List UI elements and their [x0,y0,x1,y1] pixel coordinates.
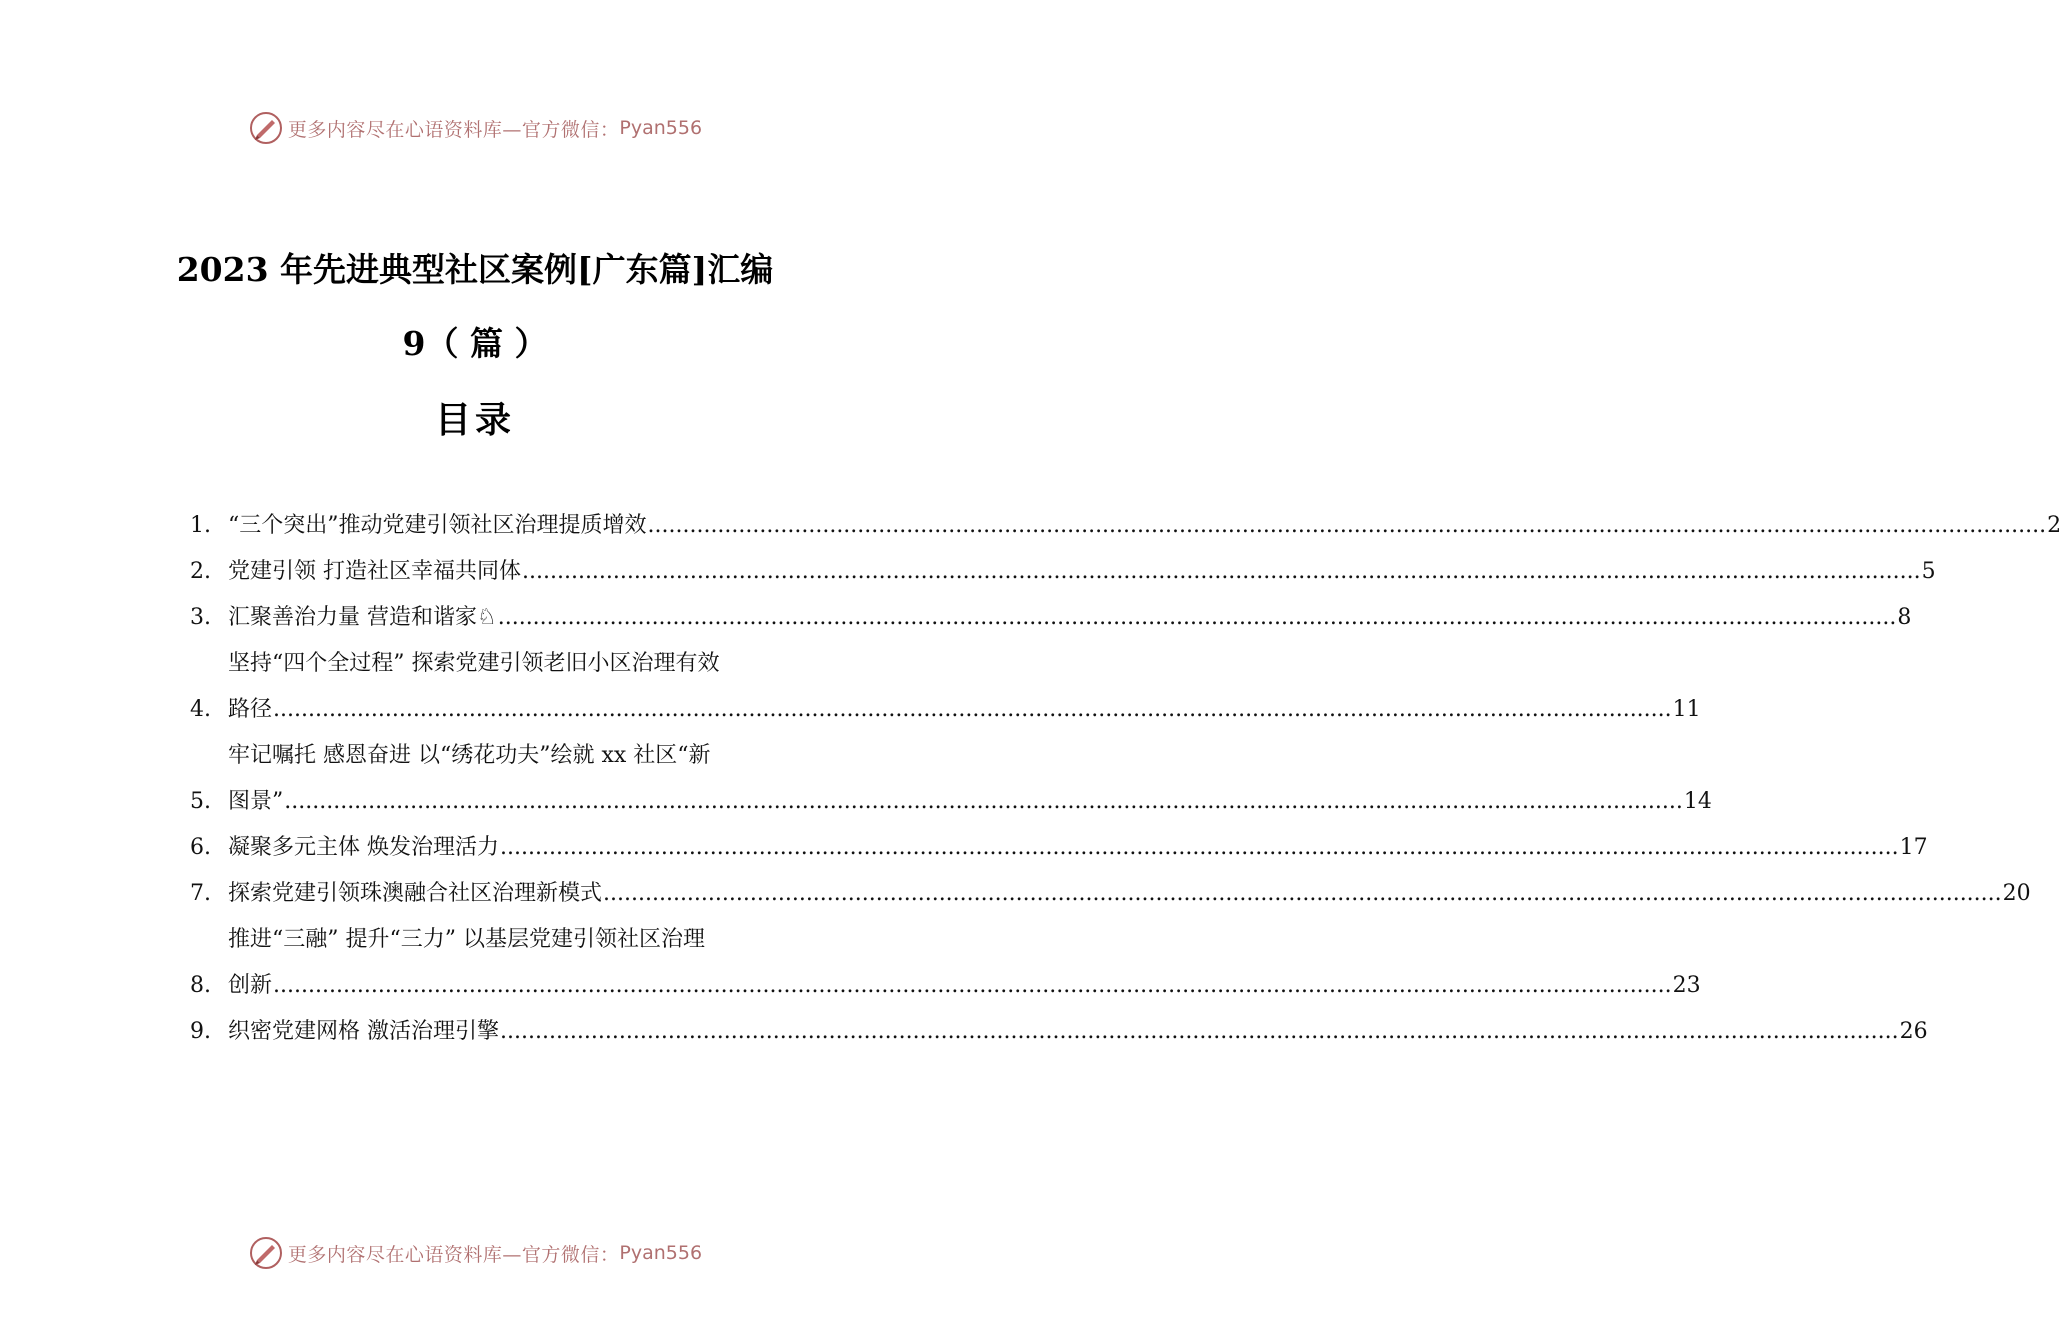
watermark-text: 更多内容尽在心语资料库—官方微信： [287,118,620,141]
toc-entry-number: 1. [190,513,211,538]
toc-entry[interactable] [190,641,1701,733]
toc-entry-number: 2. [190,559,211,584]
toc-entry-title: 织密党建网格 激活治理引擎 [228,1019,499,1044]
toc-page-number: 17 [1899,835,1928,860]
toc-entry-title: 牢记嘱托 感恩奋进 以“绣花功夫”绘就 xx 社区“新 [228,743,711,768]
watermark-handle: Pyan556 [619,1242,703,1264]
toc-entry-number: 9. [190,1019,211,1044]
toc-page-number: 23 [1672,973,1701,998]
toc-leader-dots: ........................................................................................................................................................................................................ [284,789,1683,814]
toc-entry-number: 3. [190,605,211,630]
toc-leader-dots: ........................................................................................................................................................................................................ [273,973,1672,998]
pen-logo-icon [248,110,284,146]
toc-entry[interactable] [190,549,1936,595]
toc-leader-dots: ........................................................................................................................................................................................................ [500,835,1899,860]
toc-entry-title: 探索党建引领珠澳融合社区治理新模式 [228,881,603,906]
pen-logo-icon [248,1235,284,1271]
toc-entry-title: 凝聚多元主体 焕发治理活力 [228,835,499,860]
toc-page-number: 5 [1921,559,1936,584]
toc-entry-title: 创新 [228,973,273,998]
toc-heading: 目录 [434,399,515,441]
toc-entry-title: 路径 [228,697,273,722]
toc-leader-dots: ........................................................................................................................................................................................................ [500,1019,1899,1044]
toc-entry-title: 汇聚善治力量 营造和谐家♘ [228,605,497,630]
toc-entry[interactable] [190,733,1712,825]
toc-page-number: 26 [1899,1019,1928,1044]
watermark-banner-bottom [0,1228,950,1278]
toc-entry[interactable] [190,503,2061,549]
toc-page-number: 14 [1683,789,1712,814]
toc-entry-title: 党建引领 打造社区幸福共同体 [228,559,521,584]
toc-entry-number: 5. [190,789,211,814]
table-of-contents [190,503,2061,1055]
watermark-text: 更多内容尽在心语资料库—官方微信： [287,1243,620,1266]
document-title: 2023 年先进典型社区案例[广东篇]汇编 [176,250,774,289]
toc-entry-title: “三个突出”推动党建引领社区治理提质增效 [228,513,647,538]
toc-page-number: 8 [1897,605,1912,630]
document-subtitle: 9（ 篇 ） [402,324,548,363]
toc-leader-dots: ........................................................................................................................................................................................................ [273,697,1672,722]
toc-entry-number: 6. [190,835,211,860]
toc-entry-number: 8. [190,973,211,998]
toc-entry-title: 坚持“四个全过程” 探索党建引领老旧小区治理有效 [228,651,720,676]
watermark-handle: Pyan556 [619,117,703,139]
toc-entry[interactable] [190,871,2031,917]
toc-entry-title: 推进“三融” 提升“三力” 以基层党建引领社区治理 [228,927,705,952]
toc-leader-dots: ........................................................................................................................................................................................................ [647,513,2047,538]
toc-entry[interactable] [190,825,1928,871]
toc-entry[interactable] [190,1009,1928,1055]
toc-entry-number: 4. [190,697,211,722]
toc-entry-title: 图景” [228,789,284,814]
toc-page-number: 11 [1672,697,1701,722]
watermark-banner-top [0,103,950,153]
toc-page-number: 20 [2002,881,2031,906]
toc-entry[interactable] [190,595,1912,641]
toc-entry-number: 7. [190,881,211,906]
toc-leader-dots: ........................................................................................................................................................................................................ [603,881,2002,906]
toc-entry[interactable] [190,917,1701,1009]
toc-page-number: 2 [2047,513,2061,538]
toc-leader-dots: ........................................................................................................................................................................................................ [497,605,1897,630]
toc-leader-dots: ........................................................................................................................................................................................................ [522,559,1921,584]
